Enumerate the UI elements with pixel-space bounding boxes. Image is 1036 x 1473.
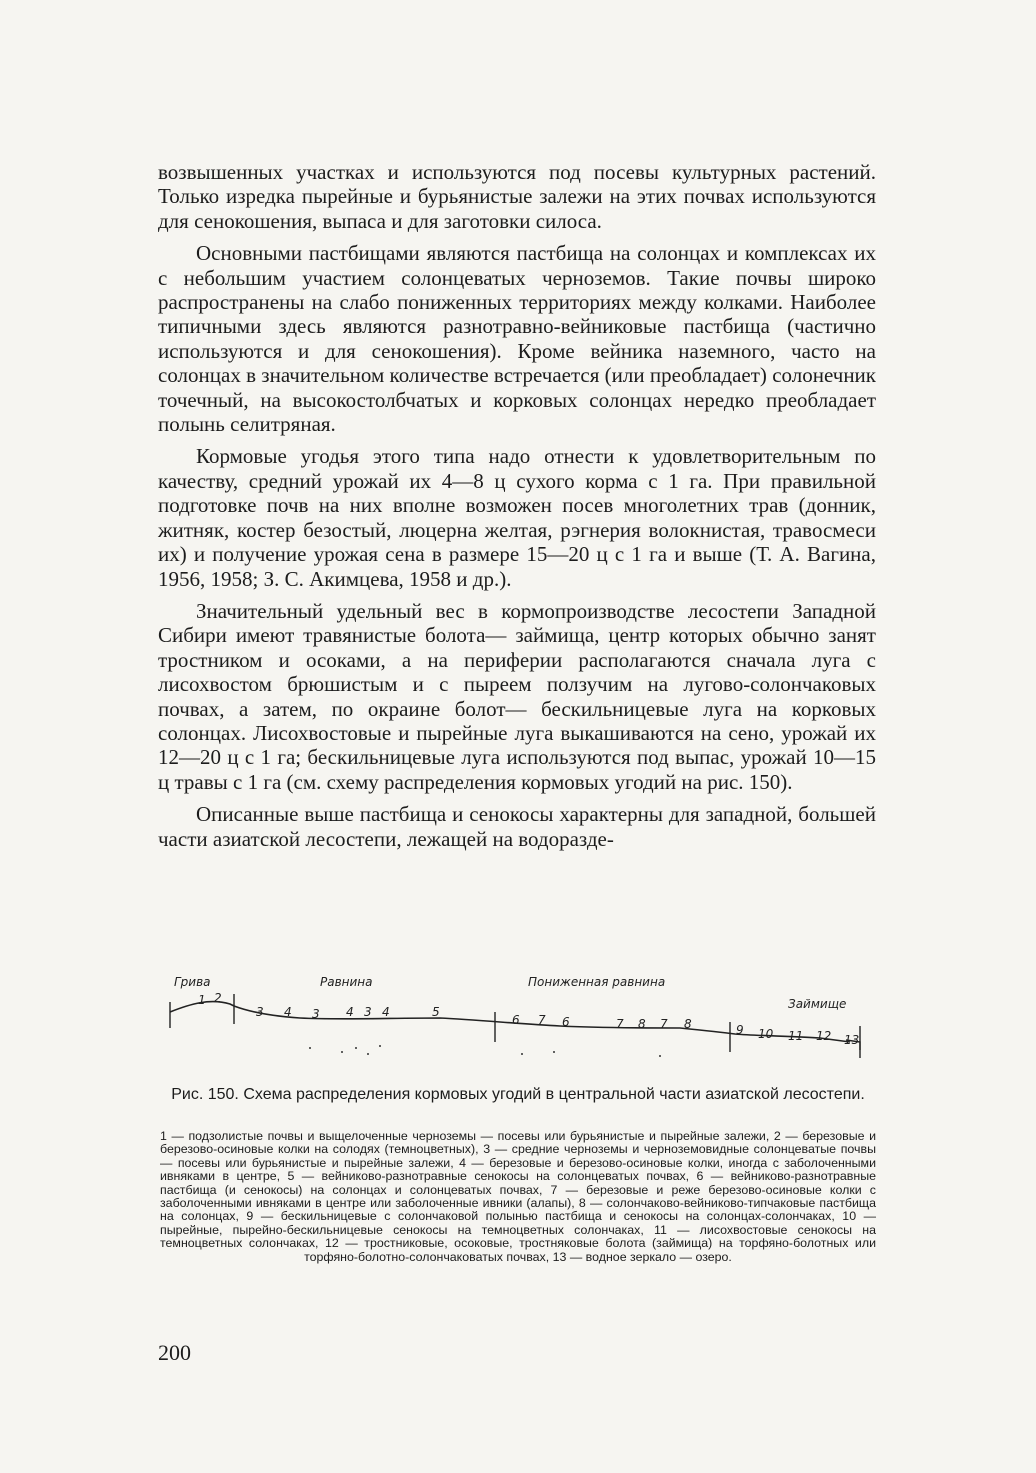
profile-dots — [309, 1045, 661, 1057]
segment-number: 4 — [284, 1005, 292, 1019]
segment-number: 10 — [758, 1027, 774, 1041]
segment-number: 8 — [638, 1017, 646, 1031]
figure-150-profile-scheme — [160, 968, 876, 1068]
zone-label-griva: Грива — [174, 975, 211, 989]
segment-number: 7 — [616, 1017, 624, 1031]
segment-number: 2 — [214, 991, 222, 1005]
figure-title: Схема распределения кормовых угодий в центральной части азиатской лесостепи. — [243, 1086, 865, 1103]
zone-label-ravnina: Равнина — [320, 975, 373, 989]
paragraph: Значительный удельный вес в кормопроизводстве лесостепи Западной Сибири имеют травянистые болота— займища, центр которых обычно занят тростником и осоками, а на периферии располагаются сначала луга с лисохвостом брюшистым и с пыреем ползучим на лугово-солончаковых почвах, а затем, по окраине болот— бескильницевые луга на корковых солонцах. Лисохвостовые и пырейные луга выкашиваются на сено, урожай их 12—20 ц с 1 га; бескильницевые луга используются под выпас, урожай 10—15 ц травы с 1 га (см. схему распределения кормовых угодий на рис. 150). — [158, 598, 876, 794]
segment-number: 12 — [816, 1029, 832, 1043]
figure-reference: Рис. 150. — [171, 1086, 239, 1103]
segment-number: 3 — [364, 1005, 372, 1019]
zone-label-zaimishche: Займище — [788, 997, 847, 1011]
paragraph: возвышенных участках и используются под посевы культурных растений. Только изредка пырейные и бурьянистые залежи на этих почвах используются для сенокошения, выпаса и для заготовки силоса. — [158, 160, 876, 233]
segment-number: 4 — [382, 1005, 390, 1019]
zone-label-ponizhennaya-ravnina: Пониженная равнина — [528, 975, 666, 989]
segment-number: 6 — [562, 1015, 570, 1029]
figure-caption — [160, 1085, 876, 1104]
segment-number: 1 — [198, 993, 206, 1007]
segment-number: 7 — [538, 1013, 546, 1027]
paragraph: Кормовые угодья этого типа надо отнести к удовлетворительным по качеству, средний урожай их 4—8 ц сухого корма с 1 га. При правильной подготовке почв на них вполне возможен посев многолетних трав (донник, житняк, костер безостый, люцерна желтая, рэгнерия волокнистая, травосмеси их) и получение урожая сена в размере 15—20 ц с 1 га и выше (Т. А. Вагина, 1956, 1958; З. С. Акимцева, 1958 и др.). — [158, 444, 876, 591]
segment-number: 5 — [432, 1005, 440, 1019]
figure-legend: 1 — подзолистые почвы и выщелоченные черноземы — посевы или бурьянистые и пырейные залежи, 2 — березовые и березово-осиновые колки на солодях (темноцветных), 3 — средние черноземы и черноземовидные солонцеватые почвы — посевы или бурьянистые и пырейные залежи, 4 — березовые и березово-осиновые колки, иногда с заболоченными ивняками в центре, 5 — вейниково-разнотравные сенокосы на солонцеватых почвах, 6 — вейниково-разнотравные пастбища (и сенокосы) на солонцах и солонцеватых почвах, 7 — березовые и реже березово-осиновые колки с заболоченными ивняками в центре или заболоченные ивники (алапы), 8 — солончаково-вейниково-типчаковые пастбища на солонцах, 9 — бескильницевые с солончаковой полынью пастбища и сенокосы на солонцах-солончаках, 10 — пырейные, пырейно-бескильницевые сенокосы на темноцветных солончаках, 11 — лисохвостовые сенокосы на темноцветных солончаках, 12 — тростниковые, осоковые, тростняковые болота (займища) на торфяно-болотных или торфяно-болотно-солончаковатых почвах, 13 — водное зеркало — озеро. — [160, 1129, 876, 1264]
segment-number: 13 — [844, 1033, 860, 1047]
paragraph: Описанные выше пастбища и сенокосы характерны для западной, большей части азиатской лесостепи, лежащей на водоразде- — [158, 802, 876, 851]
terrain-profile-line — [170, 1002, 850, 1042]
segment-number: 8 — [684, 1017, 692, 1031]
profile-diagram — [160, 968, 876, 1068]
segment-number: 9 — [736, 1023, 744, 1037]
segment-number: 11 — [788, 1029, 804, 1043]
segment-number: 3 — [256, 1005, 264, 1019]
segment-number: 7 — [660, 1017, 668, 1031]
segment-number: 4 — [346, 1005, 354, 1019]
page-number: 200 — [158, 1340, 191, 1365]
paragraph: Основными пастбищами являются пастбища на солонцах и комплексах их с небольшим участием солонцеватых черноземов. Такие почвы широко распространены на слабо пониженных территориях между колками. Наиболее типичными здесь являются разнотравно-вейниковые пастбища (частично используются и для сенокошения). Кроме вейника наземного, часто на солонцах в значительном количестве встречается (или преобладает) солонечник точечный, на высокостолбчатых и корковых солонцах нередко преобладает полынь селитряная. — [158, 241, 876, 437]
body-text — [158, 160, 876, 859]
segment-number: 3 — [312, 1007, 320, 1021]
segment-number: 6 — [512, 1013, 520, 1027]
